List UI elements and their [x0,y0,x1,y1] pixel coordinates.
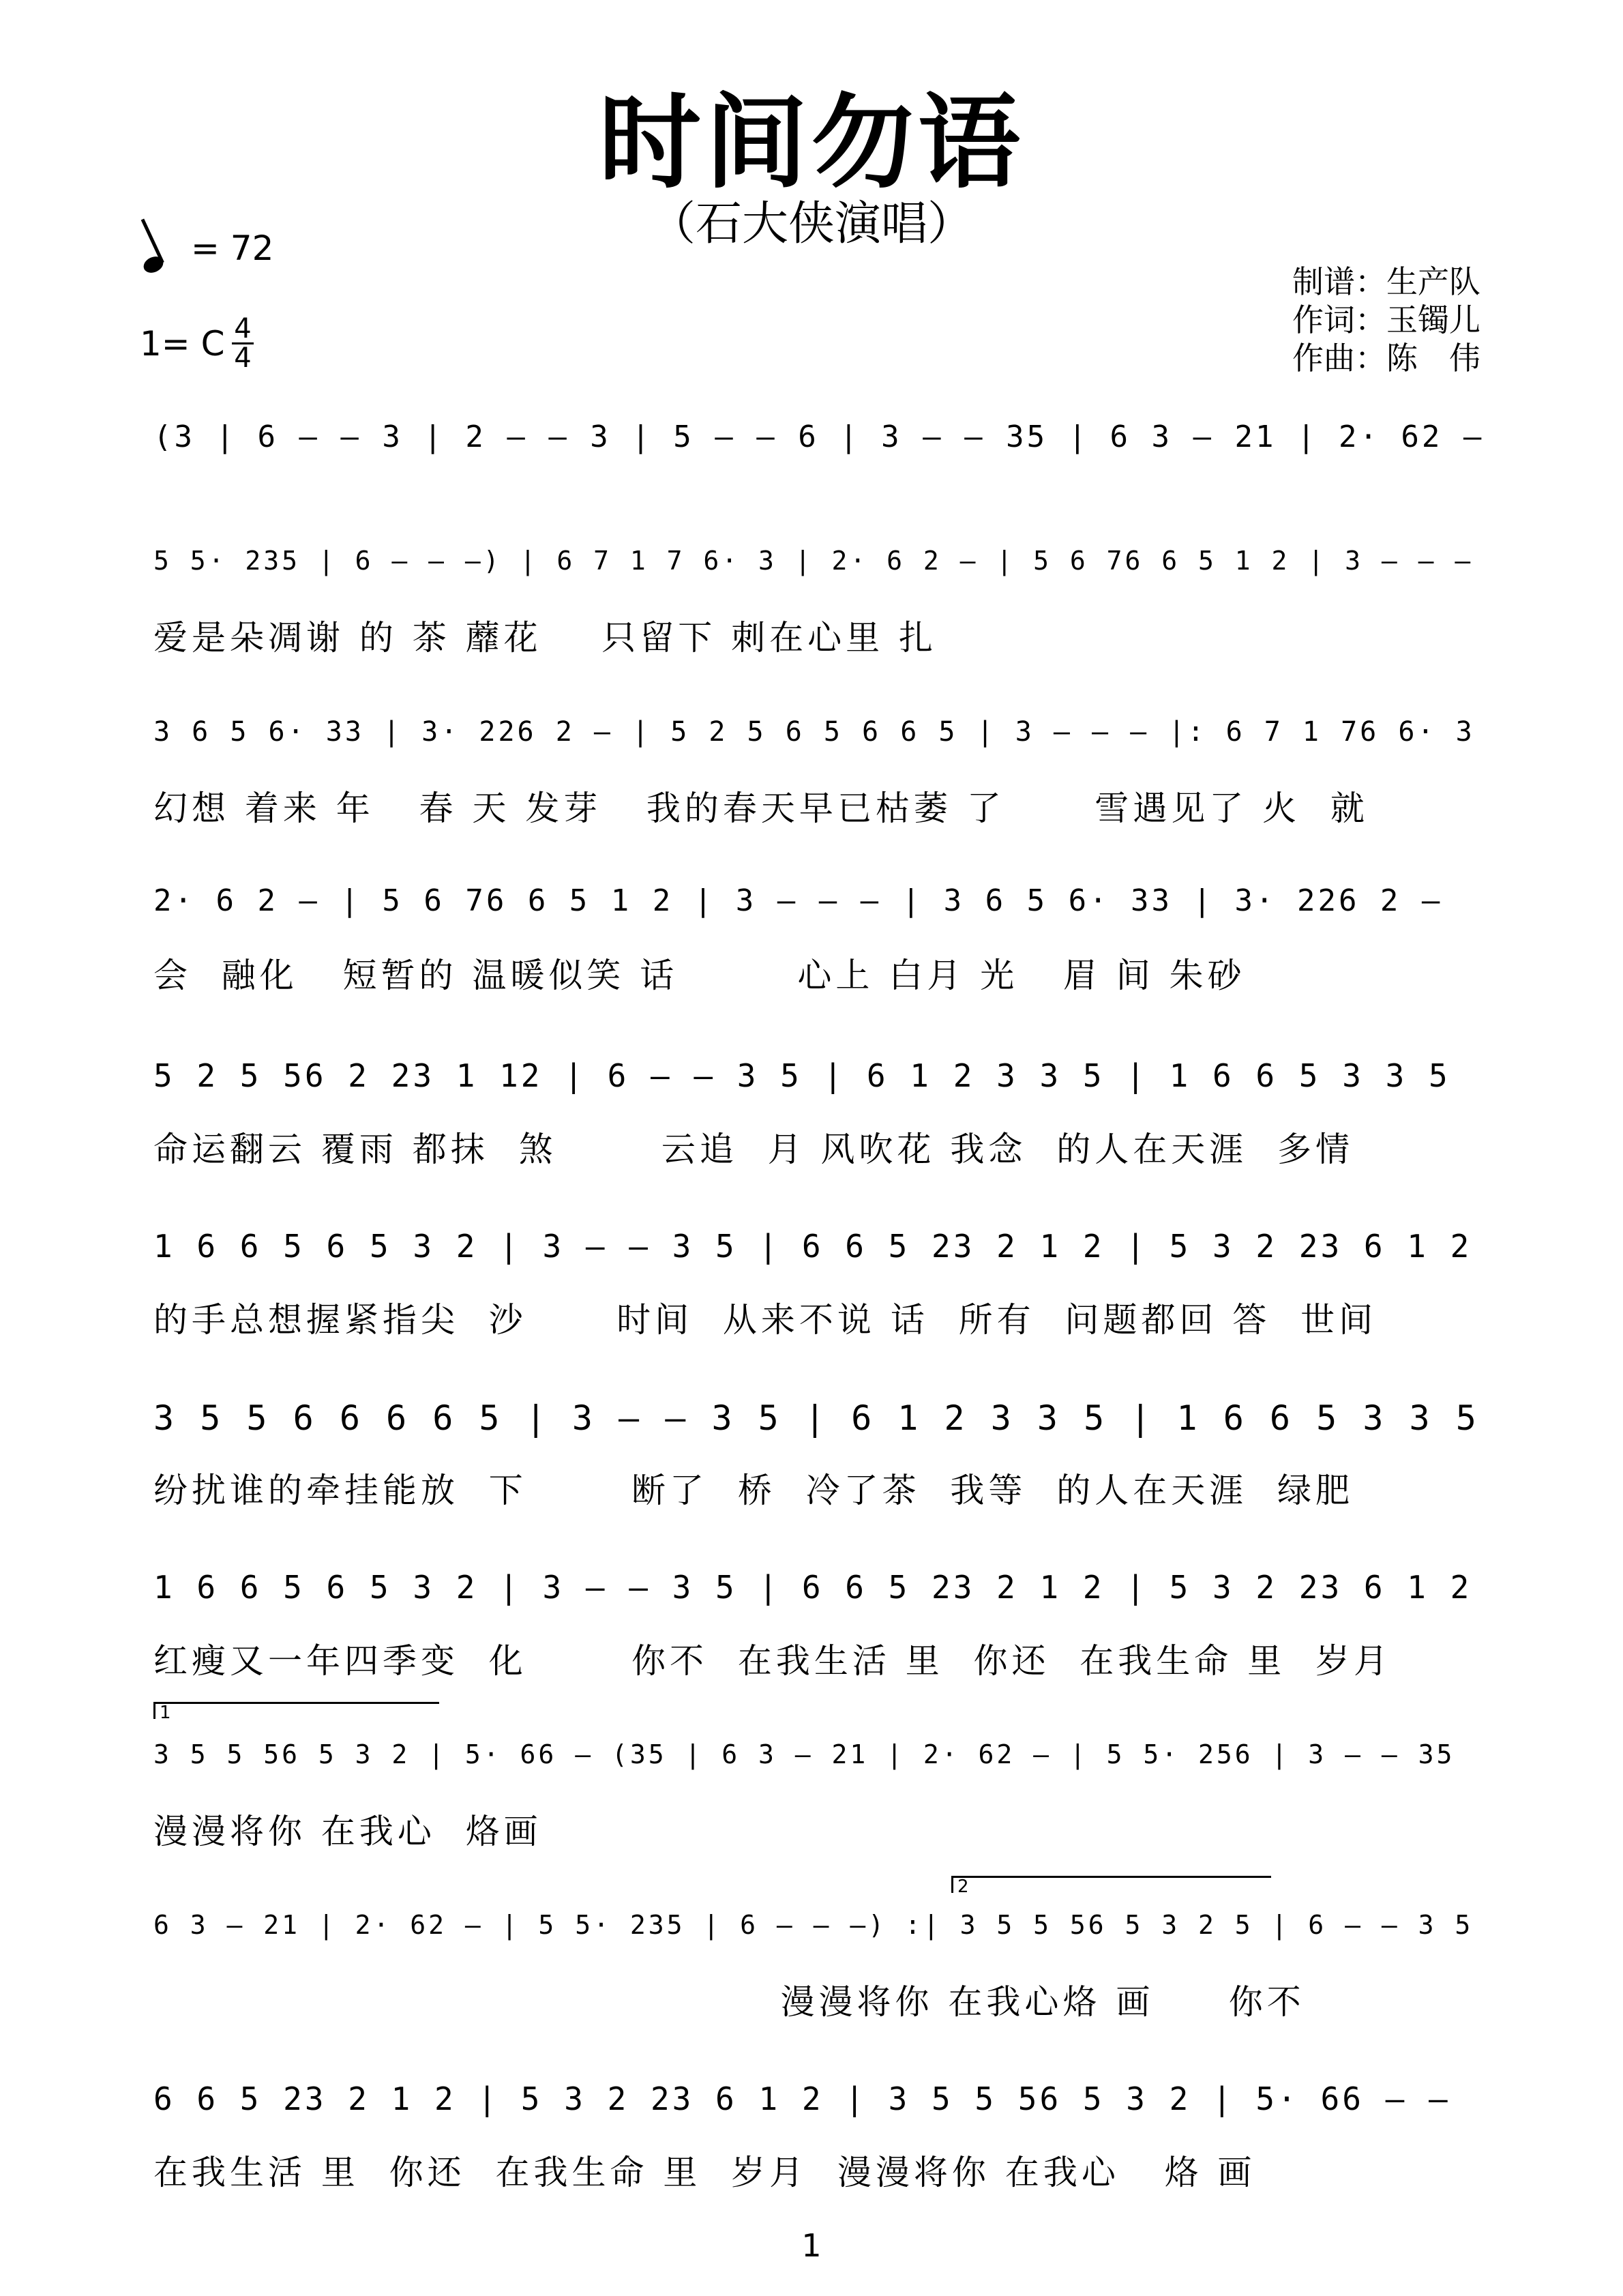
lyrics-line: 爱是朵凋谢 的 茶 蘼花 只留下 刺在心里 扎 [153,618,938,658]
lyrics-line: 在我生活 里 你还 在我生命 里 岁月 漫漫将你 在我心 烙 画 [153,2153,1256,2192]
credit-composer: 作曲：陈 伟 [1292,340,1480,377]
melody-line: 6 6 5 23 2 1 2 | 5 3 2 23 6 1 2 | 3 5 5 56 5 3 2 | 5· 66 — — [153,2080,1450,2117]
volta-bracket-1: 1 [153,1702,439,1719]
time-signature-top: 4 [232,315,254,344]
credit-score: 制谱：生产队 [1292,263,1480,300]
melody-line: (3 | 6 — — 3 | 2 — — 3 | 5 — — 6 | 3 — — 35 | 6 3 — 21 | 2· 62 — [153,420,1485,454]
quarter-note-icon [141,254,166,276]
lyrics-line: 会 融化 短暂的 温暖似笑 话 心上 白月 光 眉 间 朱砂 [153,956,1246,995]
melody-line: 3 5 5 56 5 3 2 | 5· 66 — (35 | 6 3 — 21 | 2· 62 — | 5 5· 256 | 3 — — 35 [153,1739,1455,1769]
page-title: 时间勿语 [598,84,1024,203]
melody-line: 6 3 — 21 | 2· 62 — | 5 5· 235 | 6 — — —) :| 3 5 5 56 5 3 2 5 | 6 — — 3 5 [153,1910,1474,1940]
melody-line: 1 6 6 5 6 5 3 2 | 3 — — 3 5 | 6 6 5 23 2 1 2 | 5 3 2 23 6 1 2 [153,1228,1472,1265]
lyrics-line: 红瘦又一年四季变 化 你不 在我生活 里 你还 在我生命 里 岁月 [153,1641,1392,1681]
time-signature [232,315,254,372]
lyrics-line: 命运翻云 覆雨 都抹 煞 云追 月 风吹花 我念 的人在天涯 多情 [153,1130,1354,1169]
melody-line: 5 2 5 56 2 23 1 12 | 6 — — 3 5 | 6 1 2 3 3 5 | 1 6 6 5 3 3 5 [153,1057,1450,1094]
melody-line: 3 6 5 6· 33 | 3· 226 2 — | 5 2 5 6 5 6 6 5 | 3 — — — |: 6 7 1 76 6· 3 [153,716,1475,748]
melody-line: 3 5 5 6 6 6 6 5 | 3 — — 3 5 | 6 1 2 3 3 5 | 1 6 6 5 3 3 5 [153,1398,1479,1438]
volta-bracket-2: 2 [951,1876,1271,1893]
melody-line: 2· 6 2 — | 5 6 76 6 5 1 2 | 3 — — — | 3 6 5 6· 33 | 3· 226 2 — [153,883,1443,918]
credit-lyricist: 作词：玉镯儿 [1292,301,1480,338]
credits [1292,263,1480,377]
melody-line: 1 6 6 5 6 5 3 2 | 3 — — 3 5 | 6 6 5 23 2 1 2 | 5 3 2 23 6 1 2 [153,1569,1472,1606]
melody-line: 5 5· 235 | 6 — — —) | 6 7 1 7 6· 3 | 2· 6 2 — | 5 6 76 6 5 1 2 | 3 — — — [153,546,1474,576]
page-subtitle: （石大侠演唱） [649,197,974,251]
time-signature-bottom: 4 [234,342,252,374]
lyrics-line: 漫漫将你 在我心烙 画 你不 [153,1982,1305,2022]
lyrics-line: 漫漫将你 在我心 烙画 [153,1812,542,1851]
lyrics-line: 的手总想握紧指尖 沙 时间 从来不说 话 所有 问题都回 答 世间 [153,1300,1378,1340]
tempo-marking [143,229,273,268]
tempo-value: = 72 [191,229,274,268]
page-number: 1 [801,2227,822,2264]
key-signature: 1= C [140,324,225,364]
lyrics-line: 纷扰谁的牵挂能放 下 断了 桥 冷了茶 我等 的人在天涯 绿肥 [153,1471,1354,1510]
lyrics-line: 幻想 着来 年 春 天 发芽 我的春天早已枯萎 了 雪遇见了 火 就 [153,789,1369,828]
